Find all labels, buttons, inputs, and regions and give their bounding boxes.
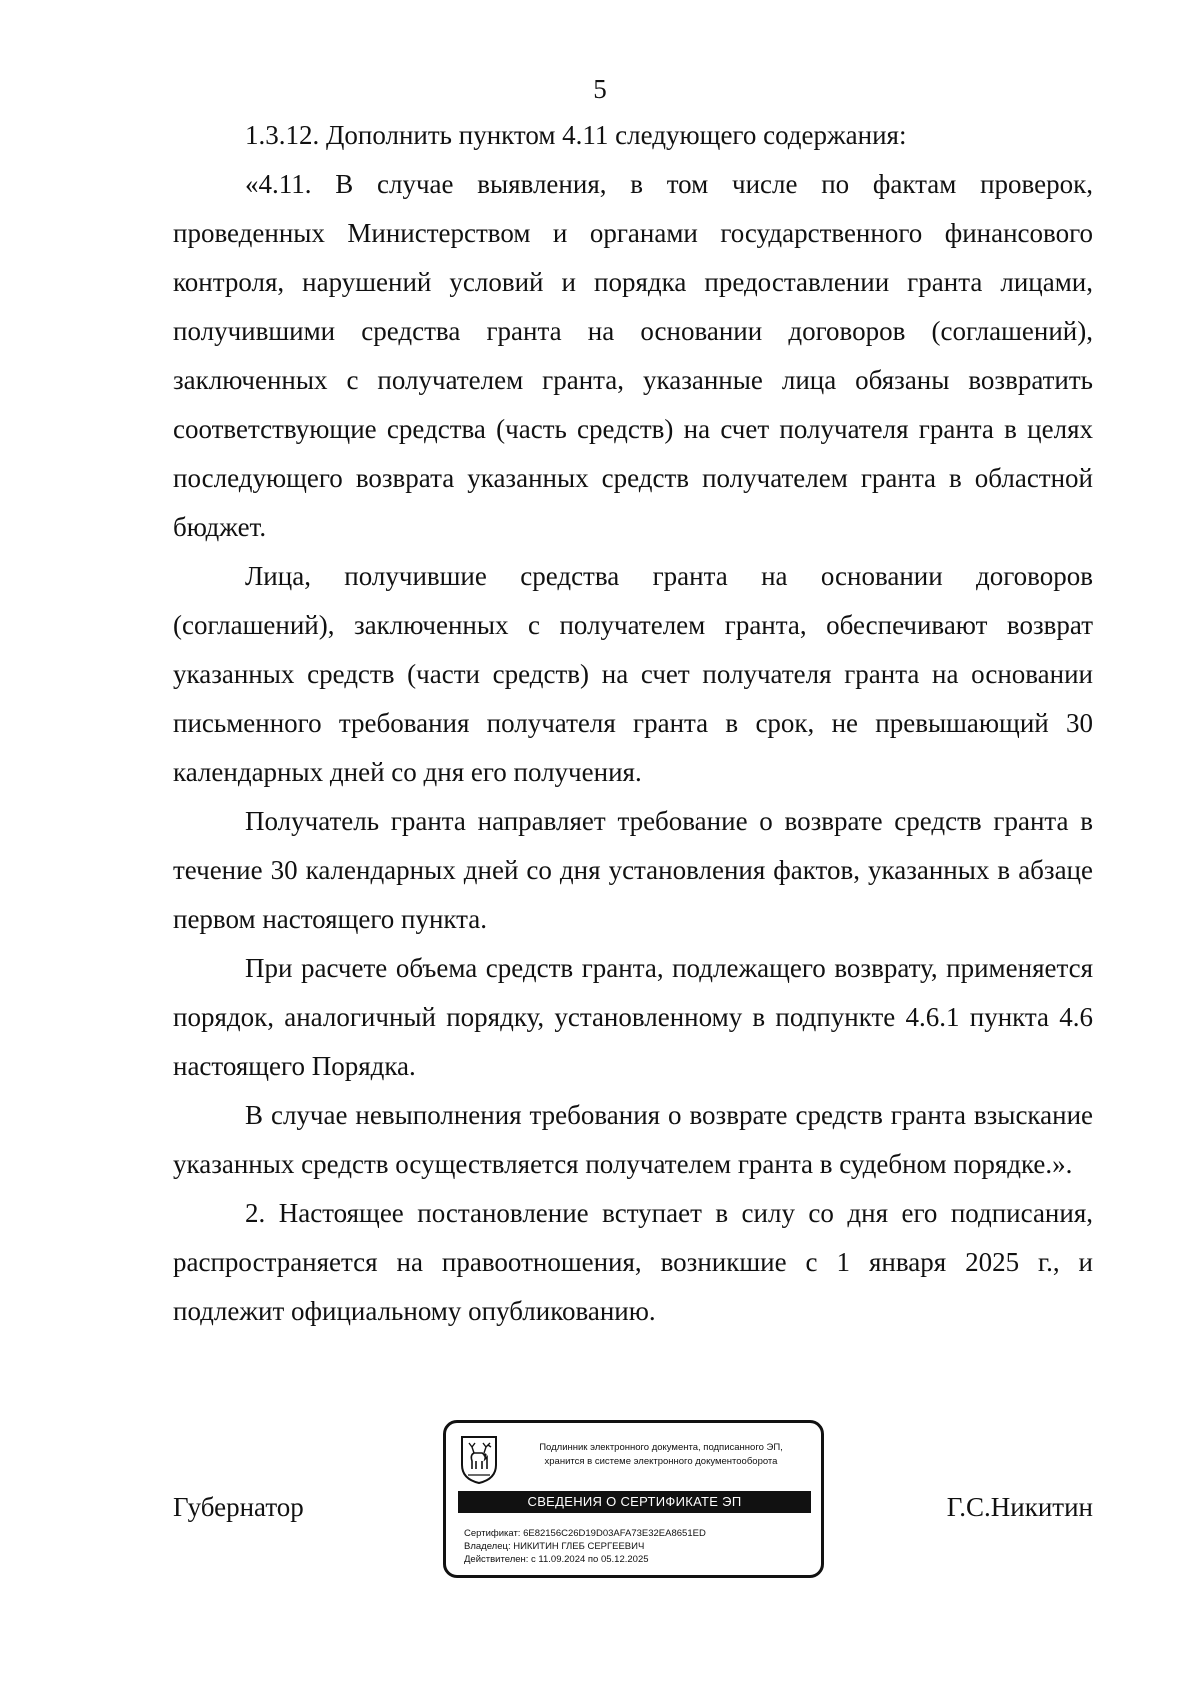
signatory-title: Губернатор	[173, 1492, 304, 1522]
paragraph: В случае невыполнения требования о возврате средств гранта взыскание указанных средств осуществляется получателем гранта в судебном порядке.».	[173, 1100, 1093, 1179]
signature-block	[173, 1420, 1093, 1620]
paragraph: «4.11. В случае выявления, в том числе по фактам проверок, проведенных Министерством и органами государственного финансового контроля, нарушений условий и порядка предоставлении гранта лицами, получившими средства гранта на основании договоров (соглашений), заключенных с получателем гранта, указанные лица обязаны возвратить соответствующие средства (часть средств) на счет получателя гранта в целях последующего возврата указанных средств получателем гранта в областной бюджет.	[173, 169, 1093, 542]
stamp-caption-line: хранится в системе электронного документооборота	[544, 1456, 778, 1467]
certificate-number: Сертификат: 6E82156C26D19D03AFA73E32EA8651ED	[464, 1528, 706, 1539]
stamp-caption	[508, 1441, 814, 1469]
electronic-signature-stamp	[443, 1420, 824, 1578]
document-body	[173, 111, 1093, 1336]
paragraph: Получатель гранта направляет требование о возврате средств гранта в течение 30 календарных дней со дня установления фактов, указанных в абзаце первом настоящего пункта.	[173, 806, 1093, 934]
certificate-details	[464, 1527, 706, 1566]
paragraph: При расчете объема средств гранта, подлежащего возврату, применяется порядок, аналогичный порядку, установленному в подпункте 4.6.1 пункта 4.6 настоящего Порядка.	[173, 953, 1093, 1081]
stamp-banner: СВЕДЕНИЯ О СЕРТИФИКАТЕ ЭП	[458, 1491, 811, 1513]
page-number: 5	[593, 74, 607, 104]
paragraph: 1.3.12. Дополнить пунктом 4.11 следующего содержания:	[245, 120, 907, 150]
paragraph: 2. Настоящее постановление вступает в силу со дня его подписания, распространяется на правоотношения, возникшие с 1 января 2025 г., и подлежит официальному опубликованию.	[173, 1198, 1093, 1326]
paragraph: Лица, получившие средства гранта на основании договоров (соглашений), заключенных с получателем гранта, обеспечивают возврат указанных средств (части средств) на счет получателя гранта на основании письменного требования получателя гранта в срок, не превышающий 30 календарных дней со дня его получения.	[173, 561, 1093, 787]
certificate-validity: Действителен: с 11.09.2024 по 05.12.2025	[464, 1554, 649, 1565]
stamp-caption-line: Подлинник электронного документа, подписанного ЭП,	[539, 1442, 783, 1453]
signatory-name: Г.С.Никитин	[946, 1492, 1093, 1522]
nizhny-novgorod-deer-emblem-icon	[460, 1435, 498, 1485]
certificate-owner: Владелец: НИКИТИН ГЛЕБ СЕРГЕЕВИЧ	[464, 1541, 645, 1552]
